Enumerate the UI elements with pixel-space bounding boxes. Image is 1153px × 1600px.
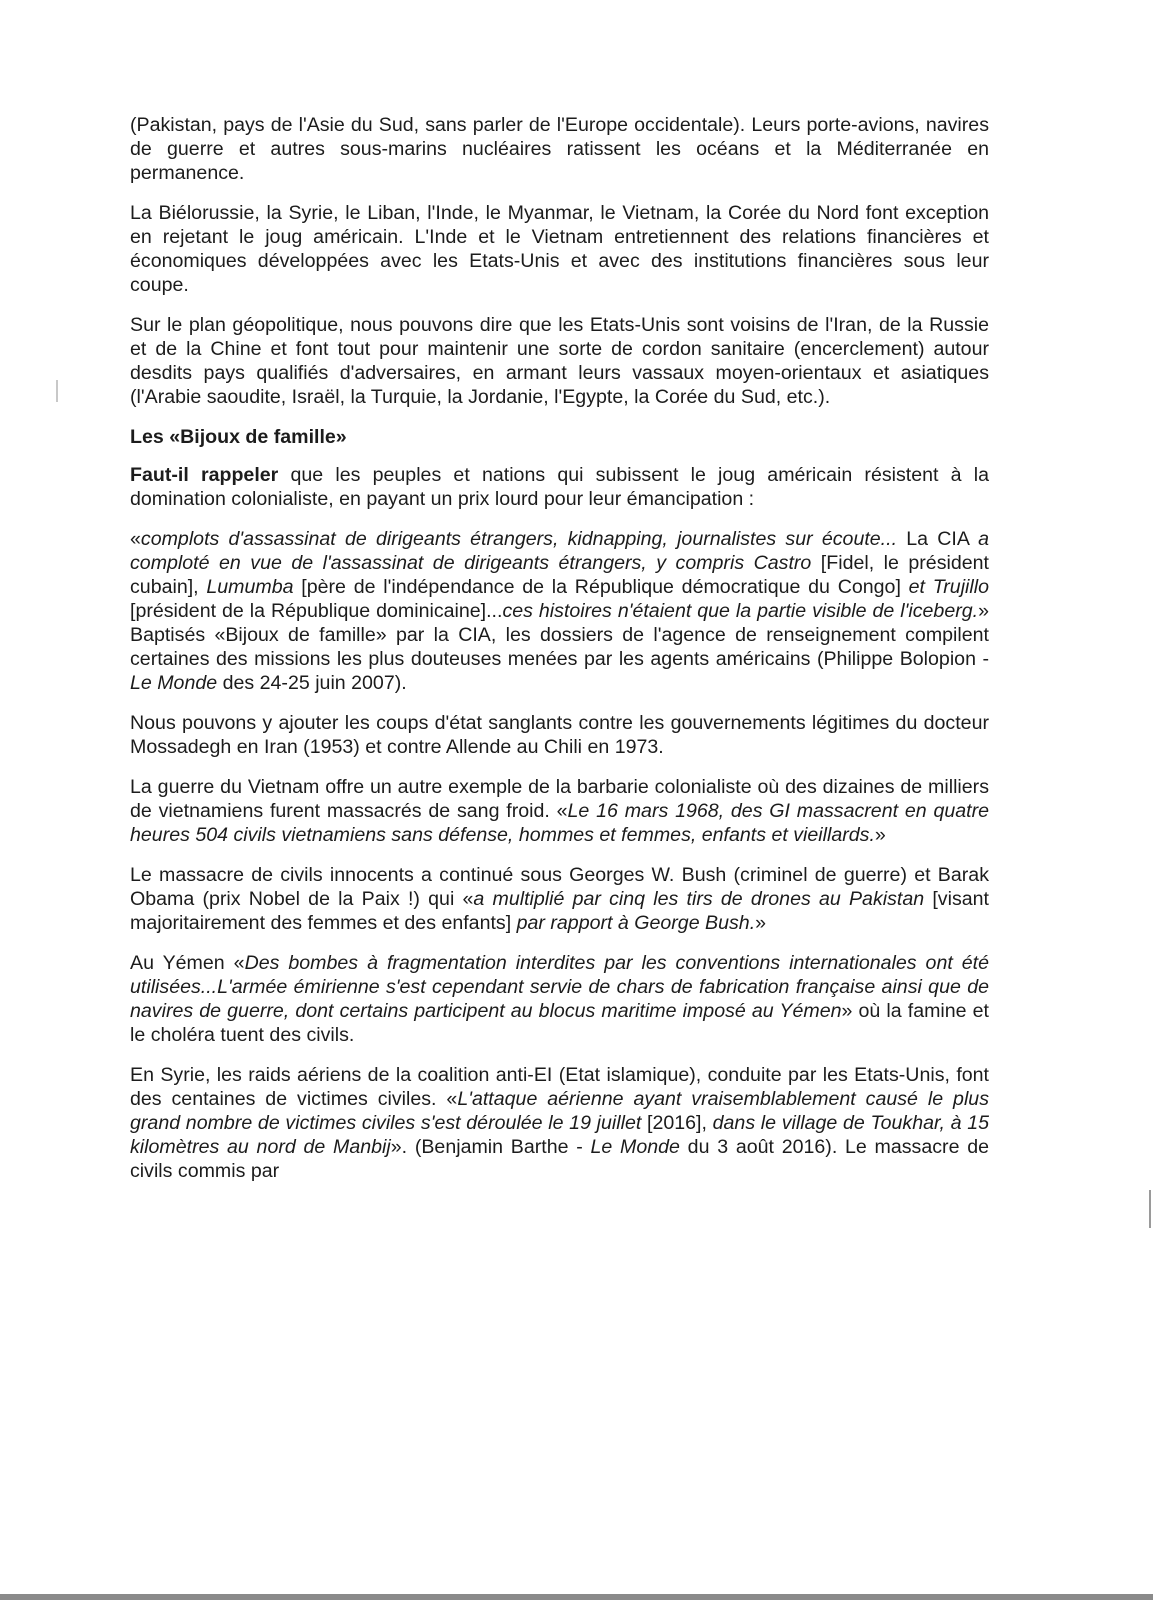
document-page <box>130 113 989 1183</box>
italic-run: Lumumba <box>206 576 294 598</box>
text-run: des 24-25 juin 2007). <box>217 672 407 694</box>
paragraph-3: Sur le plan géopolitique, nous pouvons dire que les Etats-Unis sont voisins de l'Iran, de la Russie et de la Chine et font tout pour maintenir une sorte de cordon sanitaire (encerclement) autour desdits pays qualifiés d'adversaires, en armant leurs vassaux moyen-orientaux et asiatiques (l'Arabie saoudite, Israël, la Turquie, la Jordanie, l'Egypte, la Corée du Sud, etc.). <box>130 314 989 408</box>
paragraph-7 <box>130 775 989 847</box>
text-run: Au Yémen « <box>130 952 245 974</box>
italic-run: dans le village de Toukhar, à 15 kilomètres au nord de Manbij <box>130 1112 989 1158</box>
section-heading: Les «Bijoux de famille» <box>130 426 347 448</box>
text-run: [président de la République dominicaine]... <box>130 600 503 622</box>
italic-run: a multiplié par cinq les tirs de drones au Pakistan <box>473 888 925 910</box>
paragraph-4 <box>130 463 989 511</box>
text-run: En Syrie, les raids aériens de la coalition anti-EI (Etat islamique), conduite par les Etats-Unis, font des centaines de victimes civiles. « <box>130 1064 989 1110</box>
italic-run: Le Monde <box>590 1136 680 1158</box>
scan-edge-mark <box>1149 1190 1151 1228</box>
italic-run: Le Monde <box>130 672 218 694</box>
scan-bottom-edge <box>0 1594 1153 1600</box>
italic-run: Le 16 mars 1968, des GI massacrent en quatre heures 504 civils vietnamiens sans défense, hommes et femmes, enfants et vieillards. <box>130 800 989 846</box>
text-run: [2016], <box>641 1112 713 1134</box>
paragraph-9 <box>130 951 989 1047</box>
italic-run: L'attaque aérienne ayant vraisemblablement causé le plus grand nombre de victimes civiles s'est déroulée le 19 juillet <box>130 1088 989 1134</box>
text-run: [Fidel, le président cubain], <box>130 552 989 598</box>
paragraph-5-quote <box>130 527 989 695</box>
paragraph-6: Nous pouvons y ajouter les coups d'état sanglants contre les gouvernements légitimes du docteur Mossadegh en Iran (1953) et contre Allende au Chili en 1973. <box>130 712 989 758</box>
text-run: » Baptisés «Bijoux de famille» par la CIA, les dossiers de l'agence de renseignement compilent certaines des missions les plus douteuses menées par les agents américains (Philippe Bolopion - <box>130 600 989 670</box>
text-run: « <box>130 528 141 550</box>
text-run: [père de l'indépendance de la République démocratique du Congo] <box>293 576 909 598</box>
text-run: [visant majoritairement des femmes et des enfants] <box>130 888 989 934</box>
text-run: La CIA <box>897 528 979 550</box>
text-run: ». (Benjamin Barthe - <box>390 1136 591 1158</box>
text-run: du 3 août 2016). Le massacre de civils commis par <box>130 1136 989 1182</box>
paragraph-8 <box>130 863 989 935</box>
text-run: » où la famine et le choléra tuent des civils. <box>130 1000 990 1046</box>
paragraph-1: (Pakistan, pays de l'Asie du Sud, sans parler de l'Europe occidentale). Leurs porte-avions, navires de guerre et autres sous-marins nucléaires ratissent les océans et la Méditerranée en permanence. <box>130 114 989 184</box>
text-run: que les peuples et nations qui subissent le joug américain résistent à la domination colonialiste, en payant un prix lourd pour leur émancipation : <box>130 464 989 510</box>
italic-run: et Trujillo <box>908 576 990 598</box>
paragraph-10 <box>130 1063 989 1183</box>
italic-run: Des bombes à fragmentation interdites par les conventions internationales ont été utilisées...L'armée émirienne s'est cependant servie de chars de fabrication française ainsi que de navires de guerre, dont certains participent au blocus maritime imposé au Yémen <box>130 952 989 1022</box>
text-run: La guerre du Vietnam offre un autre exemple de la barbarie colonialiste où des dizaines de milliers de vietnamiens furent massacrés de sang froid. « <box>130 776 989 822</box>
italic-run: ces histoires n'étaient que la partie visible de l'iceberg. <box>502 600 979 622</box>
bold-lead: Faut-il rappeler <box>130 464 279 486</box>
paragraph-2: La Biélorussie, la Syrie, le Liban, l'Inde, le Myanmar, le Vietnam, la Corée du Nord font exception en rejetant le joug américain. L'Inde et le Vietnam entretiennent des relations financières et économiques développées avec les Etats-Unis et avec des institutions financières sous leur coupe. <box>130 202 989 296</box>
italic-run: a comploté en vue de l'assassinat de dirigeants étrangers, y compris Castro <box>130 528 989 574</box>
italic-run: par rapport à George Bush. <box>516 912 756 934</box>
text-run: » <box>874 824 886 846</box>
text-run: Le massacre de civils innocents a continué sous Georges W. Bush (criminel de guerre) et Barak Obama (prix Nobel de la Paix !) qui « <box>130 864 989 910</box>
text-run: » <box>755 912 767 934</box>
scan-speck <box>56 380 58 402</box>
italic-run: complots d'assassinat de dirigeants étrangers, kidnapping, journalistes sur écoute... <box>140 528 898 550</box>
